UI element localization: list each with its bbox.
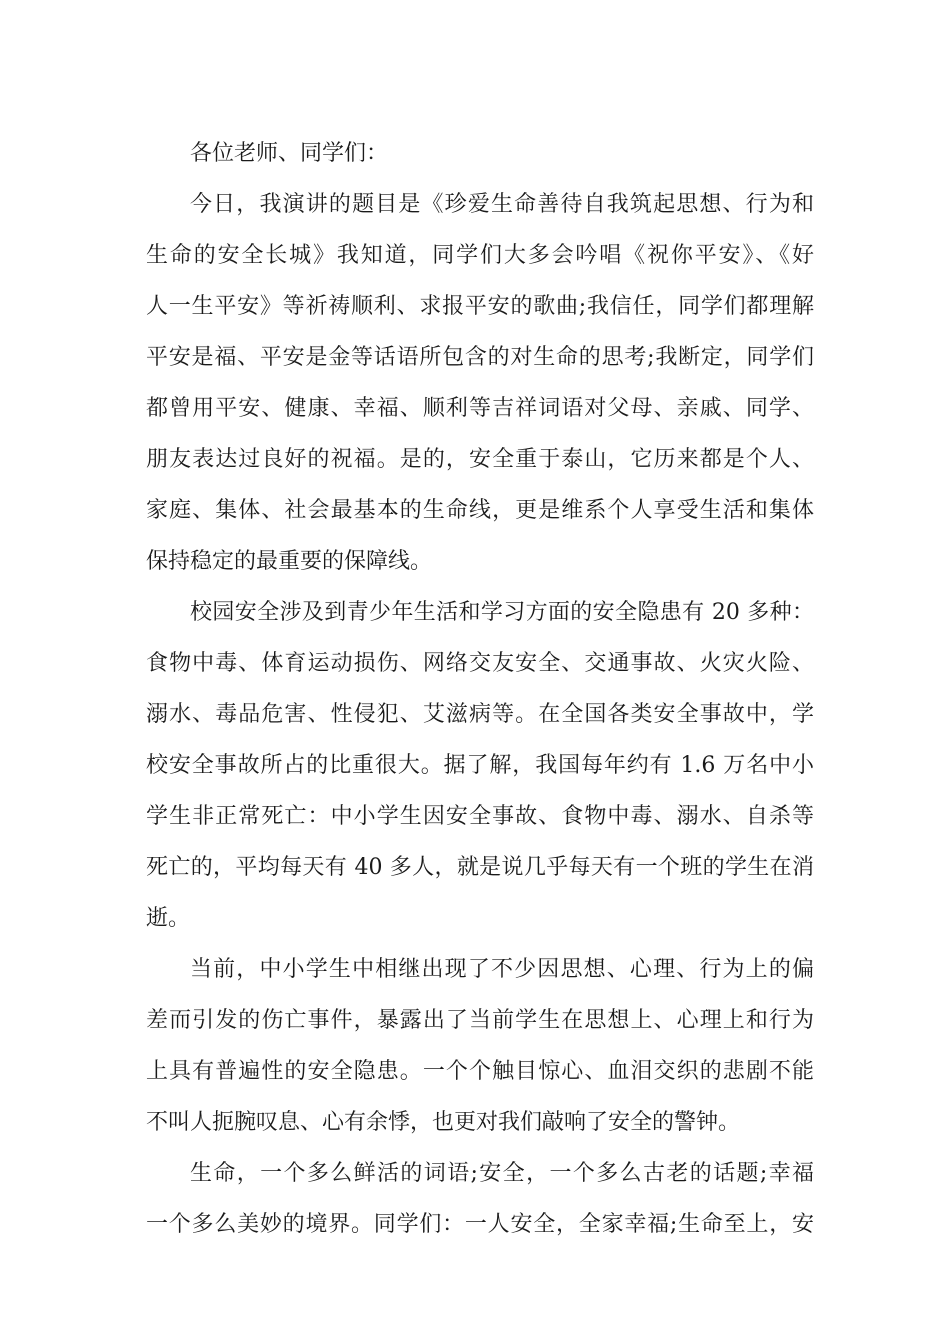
text-line: 生命，一个多么鲜活的词语;安全，一个多么古老的话题;幸福 [190,1161,814,1186]
paragraph-campus-safety [146,587,814,944]
text-line: 家庭、集体、社会最基本的生命线，更是维系个人享受生活和集体 [146,498,814,523]
speech-text [146,128,814,1250]
text-line: 人一生平安》等祈祷顺利、求报平安的歌曲;我信任，同学们都理解 [146,294,814,319]
text-line: 校园安全涉及到青少年生活和学习方面的安全隐患有 20 多种： [190,600,814,625]
paragraph-life [146,1148,814,1250]
text-line: 当前，中小学生中相继出现了不少因思想、心理、行为上的偏 [190,957,814,982]
paragraph-topic [146,179,814,587]
text-line: 各位老师、同学们： [190,141,389,166]
paragraph-current-situation [146,944,814,1148]
text-line: 生命的安全长城》我知道，同学们大多会吟唱《祝你平安》、《好 [146,243,814,268]
text-line: 逝。 [146,906,191,931]
paragraph-greeting [146,128,814,179]
text-line: 食物中毒、体育运动损伤、网络交友安全、交通事故、火灾火险、 [146,651,814,676]
text-line: 保持稳定的最重要的保障线。 [146,549,433,574]
text-line: 差而引发的伤亡事件，暴露出了当前学生在思想上、心理上和行为 [146,1008,814,1033]
text-line: 校安全事故所占的比重很大。据了解，我国每年约有 1.6 万名中小 [146,753,814,778]
text-line: 一个多么美妙的境界。同学们：一人安全，全家幸福;生命至上，安 [146,1212,814,1237]
text-line: 不叫人扼腕叹息、心有余悸，也更对我们敲响了安全的警钟。 [146,1110,741,1135]
text-line: 上具有普遍性的安全隐患。一个个触目惊心、血泪交织的悲剧不能 [146,1059,814,1084]
text-line: 今日，我演讲的题目是《珍爱生命善待自我筑起思想、行为和 [190,192,814,217]
text-line: 朋友表达过良好的祝福。是的，安全重于泰山，它历来都是个人、 [146,447,814,472]
text-line: 都曾用平安、健康、幸福、顺利等吉祥词语对父母、亲戚、同学、 [146,396,814,421]
text-line: 平安是福、平安是金等话语所包含的对生命的思考;我断定，同学们 [146,345,814,370]
text-line: 溺水、毒品危害、性侵犯、艾滋病等。在全国各类安全事故中，学 [146,702,814,727]
text-line: 死亡的，平均每天有 40 多人，就是说几乎每天有一个班的学生在消 [146,855,814,880]
text-line: 学生非正常死亡：中小学生因安全事故、食物中毒、溺水、自杀等 [146,804,814,829]
